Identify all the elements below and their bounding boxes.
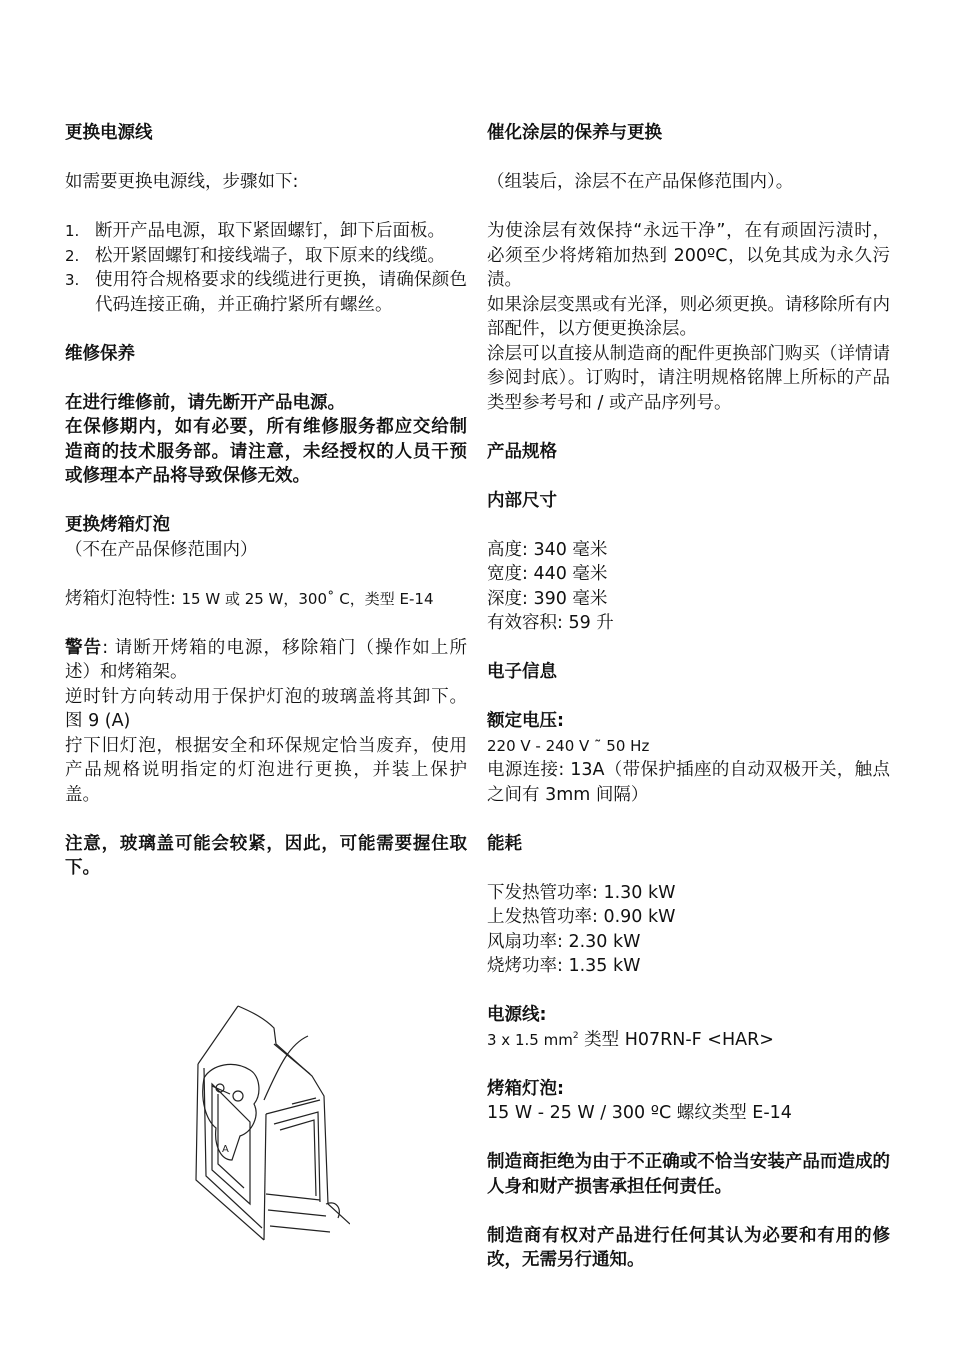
oven-lamp-figure [190,1004,350,1244]
bulb-value: 15 W - 25 W / 300 ºC 螺纹类型 E-14 [487,1103,792,1123]
coating-note: （组装后，涂层不在产品保修范围内）。 [487,172,794,192]
lamp-note: 注意，玻璃盖可能会较紧，因此，可能需要握住取下。 [65,833,467,878]
maintenance-warning-2: 在保修期内，如有必要，所有维修服务都应交给制造商的技术服务部。请注意，未经授权的人员干预或修理本产品将导致保修无效。 [65,417,467,486]
dimensions-title: 内部尺寸 [487,490,557,511]
coating-paragraph-1: 为使涂层有效保持“永远干净”，在有顽固污渍时，必须至少将烤箱加热到 200ºC，以免其成为永久污渍。 [487,221,890,290]
dimension-height: 高度: 340 毫米 [487,539,608,560]
coating-title: 催化涂层的保养与更换 [487,123,662,143]
list-item: 1. 断开产品电源，取下紧固螺钉，卸下后面板。 [65,221,445,241]
power-cord-steps [65,219,467,317]
lamp-step-1: 逆时针方向转动用于保护灯泡的玻璃盖将其卸下。图 9 (A) [65,686,467,731]
voltage-value: 220 V - 240 V ˜ 50 Hz [487,736,650,755]
consumption-fan: 风扇功率: 2.30 kW [487,931,641,952]
lamp-spec: 烤箱灯泡特性: 15 W 或 25 W，300˚ C，类型 E-14 [65,588,434,609]
coating-paragraph-3: 涂层可以直接从制造商的配件更换部门购买（详情请参阅封底）。订购时，请注明规格铭牌上所标的产品类型参考号和 / 或产品序列号。 [487,343,890,413]
right-column [487,121,890,1273]
voltage-title: 额定电压: [487,711,564,731]
coating-paragraph-2: 如果涂层变黑或有光泽，则必须更换。请移除所有内部配件，以方便更换涂层。 [487,294,890,339]
power-cord-intro: 如需要更换电源线，步骤如下: [65,172,299,192]
specs-title: 产品规格 [487,441,557,462]
disclaimer-1: 制造商拒绝为由于不正确或不恰当安装产品而造成的人身和财产损害承担任何责任。 [487,1152,890,1197]
consumption-grill: 烧烤功率: 1.35 kW [487,956,641,976]
figure-label-a: A [222,1144,229,1155]
electrical-title: 电子信息 [487,662,557,682]
consumption-upper: 上发热管功率: 0.90 kW [487,907,676,927]
maintenance-warning-1: 在进行维修前，请先断开产品电源。 [65,392,345,413]
power-cord-title: 更换电源线 [65,123,153,143]
dimension-volume: 有效容积: 59 升 [487,613,614,633]
consumption-lower: 下发热管功率: 1.30 kW [487,882,676,903]
lamp-title: 更换烤箱灯泡 [65,515,170,535]
power-connection: 电源连接: 13A（带保护插座的自动双极开关，触点之间有 3mm 间隔） [487,760,890,805]
lamp-warning: 警告: 请断开烤箱的电源，移除箱门（操作如上所述）和烤箱架。 [65,637,467,682]
list-item: 3. 使用符合规格要求的线缆进行更换，请确保颜色代码连接正确，并正确拧紧所有螺丝。 [65,270,467,315]
dimension-width: 宽度: 440 毫米 [487,564,608,584]
consumption-title: 能耗 [487,833,522,854]
maintenance-title: 维修保养 [65,343,135,364]
cord-value: 3 x 1.5 $mm^2$ 类型 H07RN-F <HAR> [487,1029,774,1050]
list-item: 2. 松开紧固螺钉和接线端子，取下原来的线缆。 [65,245,445,266]
cord-title: 电源线: [487,1005,547,1025]
warning-label: 警告 [65,637,103,658]
bulb-title: 烤箱灯泡: [487,1078,564,1099]
lamp-step-2: 拧下旧灯泡，根据安全和环保规定恰当废弃，使用产品规格说明指定的灯泡进行更换，并装上保护盖。 [65,735,467,805]
lamp-subtitle: （不在产品保修范围内） [65,539,258,560]
left-column [65,121,467,881]
dimension-depth: 深度: 390 毫米 [487,588,608,609]
disclaimer-2: 制造商有权对产品进行任何其认为必要和有用的修改，无需另行通知。 [487,1225,890,1270]
